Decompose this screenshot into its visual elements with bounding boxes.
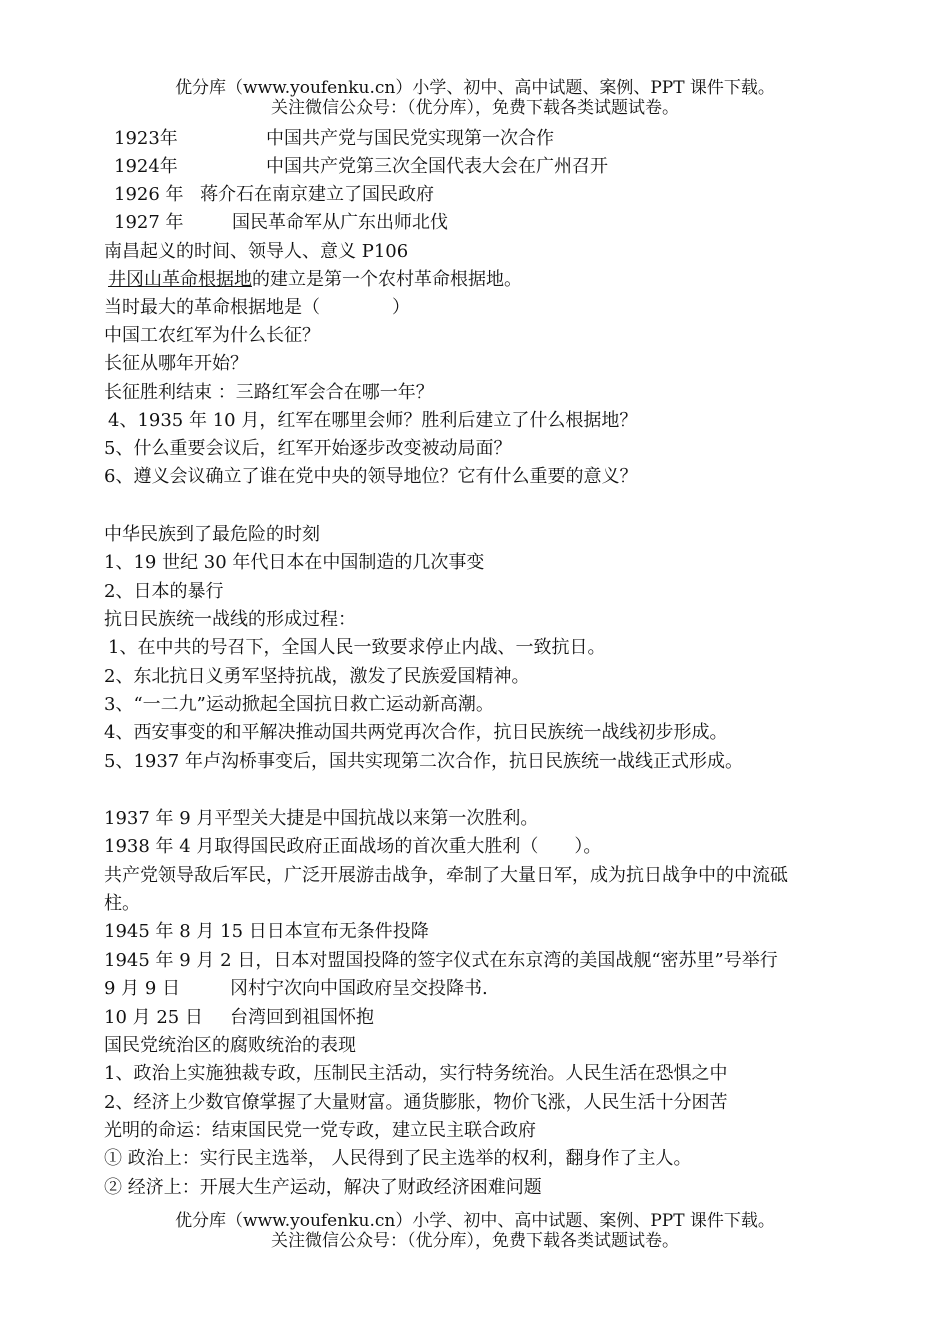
long-march-start: 长征从哪年开始？ (104, 353, 248, 374)
corruption-item-2: 2、经济上少数官僚掌握了大量财富。通货膨胀，物价飞涨，人民生活十分困苦 (104, 1092, 728, 1113)
bright-destiny-line: 光明的命运：结束国民党一党专政，建立民主联合政府 (104, 1120, 536, 1141)
oct-25-text: 台湾回到祖国怀抱 (230, 1007, 374, 1028)
question-5: 5、什么重要会议后，红军开始逐步改变被动局面？ (104, 438, 512, 459)
event-year: 1923年 (114, 128, 178, 149)
event-row (114, 209, 448, 237)
section-2-title: 中华民族到了最危险的时刻 (104, 524, 320, 545)
sep-9-text: 冈村宁次向中国政府呈交投降书. (230, 978, 488, 999)
section-2-item-2: 2、日本的暴行 (104, 581, 224, 602)
event-year: 1924年 (114, 156, 178, 177)
jinggangshan-term: 井冈山革命根据地 (108, 269, 252, 290)
question-6: 6、遵义会议确立了谁在党中央的领导地位？它有什么重要的意义？ (104, 466, 638, 487)
nanchang-question: 南昌起义的时间、领导人、意义 P106 (104, 241, 409, 262)
pingxingguan-line: 1937 年 9 月平型关大捷是中国抗战以来第一次胜利。 (104, 808, 539, 829)
section-2-item-1: 1、19 世纪 30 年代日本在中国制造的几次事变 (104, 552, 485, 573)
header-line-2: 关注微信公众号：（优分库），免费下载各类试题试卷。 (271, 98, 679, 118)
jinggangshan-line (108, 266, 522, 294)
why-long-march: 中国工农红军为什么长征？ (104, 325, 320, 346)
long-march-end: 长征胜利结束 ：三路红军会合在哪一年？ (104, 382, 434, 403)
oct-25-line (104, 1004, 374, 1032)
footer-line-1: 优分库（www.youfenku.cn）小学、初中、高中试题、案例、PPT 课件下载。 (175, 1211, 775, 1231)
sep-9-date: 9 月 9 日 (104, 978, 181, 999)
ceremony-line: 1945 年 9 月 2 日，日本对盟国投降的签字仪式在东京湾的美国战舰“密苏里”号举行 (104, 950, 778, 971)
largest-base-question: 当时最大的革命根据地是（ ） (104, 297, 410, 318)
event-text: 蒋介石在南京建立了国民政府 (200, 184, 434, 205)
event-text: 中国共产党与国民党实现第一次合作 (266, 128, 554, 149)
event-row (114, 125, 554, 153)
political-line: ① 政治上：实行民主选举， 人民得到了民主选举的权利，翻身作了主人。 (104, 1148, 692, 1169)
united-front-step-2: 2、东北抗日义勇军坚持抗战，激发了民族爱国精神。 (104, 666, 530, 687)
united-front-step-5: 5、1937 年卢沟桥事变后，国共实现第二次合作，抗日民族统一战线正式形成。 (104, 751, 743, 772)
united-front-heading: 抗日民族统一战线的形成过程： (104, 609, 356, 630)
header-line-1: 优分库（www.youfenku.cn）小学、初中、高中试题、案例、PPT 课件下载。 (175, 78, 775, 98)
united-front-step-4: 4、西安事变的和平解决推动国共两党再次合作，抗日民族统一战线初步形成。 (104, 722, 728, 743)
taierzhuang-line: 1938 年 4 月取得国民政府正面战场的首次重大胜利（ ）。 (104, 836, 602, 857)
surrender-line: 1945 年 8 月 15 日日本宣布无条件投降 (104, 921, 429, 942)
guerrilla-line-cont: 柱。 (104, 893, 140, 914)
event-year: 1927 年 (114, 212, 184, 233)
oct-25-date: 10 月 25 日 (104, 1007, 203, 1028)
united-front-step-3: 3、“一二九”运动掀起全国抗日救亡运动新高潮。 (104, 694, 494, 715)
jinggangshan-rest: 的建立是第一个农村革命根据地。 (252, 269, 522, 290)
event-year: 1926 年 (114, 184, 184, 205)
section-4-title: 国民党统治区的腐败统治的表现 (104, 1035, 356, 1056)
event-text: 中国共产党第三次全国代表大会在广州召开 (266, 156, 608, 177)
corruption-item-1: 1、政治上实施独裁专政，压制民主活动，实行特务统治。人民生活在恐惧之中 (104, 1063, 728, 1084)
question-4: 4、1935 年 10 月，红军在哪里会师？胜利后建立了什么根据地？ (108, 410, 638, 431)
economic-line: ② 经济上：开展大生产运动，解决了财政经济困难问题 (104, 1177, 542, 1198)
event-row (114, 181, 434, 209)
united-front-step-1: 1、在中共的号召下，全国人民一致要求停止内战、一致抗日。 (108, 637, 606, 658)
sep-9-line (104, 975, 488, 1003)
event-text: 国民革命军从广东出师北伐 (232, 212, 448, 233)
event-row (114, 153, 608, 181)
guerrilla-line: 共产党领导敌后军民，广泛开展游击战争，牵制了大量日军，成为抗日战争中的中流砥 (104, 865, 788, 886)
footer-line-2: 关注微信公众号：（优分库），免费下载各类试题试卷。 (271, 1231, 679, 1251)
